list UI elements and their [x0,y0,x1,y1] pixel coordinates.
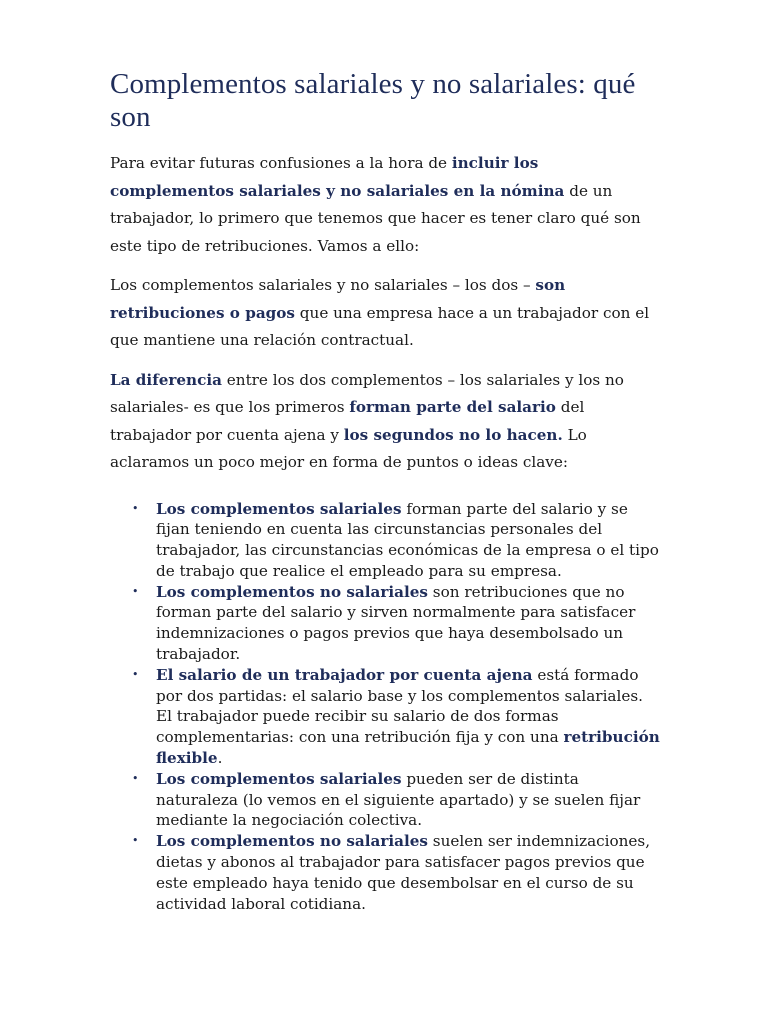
bold-run: incluir los complementos salariales y no salariales en la nómina [110,154,565,200]
text-run: pueden ser de distinta naturaleza (lo vemos en el siguiente apartado) y se suelen fijar mediante la negociación colectiva. [156,769,641,830]
bullet-icon: • [132,834,139,848]
text-run: está formado por dos partidas: el salario base y los complementos salariales. El trabajador puede recibir su salario de dos formas complementarias: con una retribución fija y con una [156,665,643,747]
bold-run: son retribuciones o pagos [110,276,566,322]
bold-run: Los complementos no salariales [156,832,428,851]
text-run: de un trabajador, lo primero que tenemos que hacer es tener claro qué son este tipo de retribuciones. Vamos a ello: [110,181,641,255]
bold-run: forman parte del salario [349,398,556,416]
list-item [132,582,660,665]
text-run: Lo aclaramos un poco mejor en forma de puntos o ideas clave: [110,425,587,471]
text-run: que una empresa hace a un trabajador con el que mantiene una relación contractual. [110,303,650,349]
bullet-icon: • [132,667,139,681]
bullet-icon: • [132,584,139,598]
bullet-icon: • [132,771,139,785]
text-run: suelen ser indemnizaciones, dietas y abonos al trabajador para satisfacer pagos previos que este empleado haya tenido que desembolsar en el curso de su actividad laboral cotidiana. [156,832,651,913]
bold-run: La diferencia [110,370,222,389]
list-item [132,499,660,582]
key-points-list [110,499,660,915]
bold-run: Los complementos no salariales [156,582,428,601]
page-title: Complementos salariales y no salariales: qué son [110,68,636,133]
bold-run: retribución flexible [156,728,660,768]
text-run: del trabajador por cuenta ajena y [110,398,585,444]
difference-paragraph [110,367,660,477]
definition-paragraph [110,272,660,355]
bold-run: Los complementos salariales [156,769,402,788]
text-run: Los complementos salariales y no salariales – los dos – [110,276,536,294]
bold-run: Los complementos salariales [156,499,402,518]
text-run: Para evitar futuras confusiones a la hora de [110,154,452,172]
text-run: forman parte del salario y se fijan teniendo en cuenta las circunstancias personales del trabajador, las circunstancias económicas de la empresa o el tipo de trabajo que realice el empleado para su empresa. [156,499,659,580]
bold-run: El salario de un trabajador por cuenta ajena [156,665,533,684]
list-item [132,831,660,914]
list-item [132,665,660,769]
document-content [110,68,660,914]
text-run: son retribuciones que no forman parte del salario y sirven normalmente para satisfacer indemnizaciones o pagos previos que haya desembolsado un trabajador. [156,582,636,664]
list-item [132,769,660,831]
bullet-icon: • [132,501,139,515]
bold-run: los segundos no lo hacen. [343,425,563,444]
text-run: . [217,749,223,768]
text-run: entre los dos complementos – los salariales y los no salariales- es que los primeros [110,370,624,416]
intro-paragraph [110,150,660,260]
